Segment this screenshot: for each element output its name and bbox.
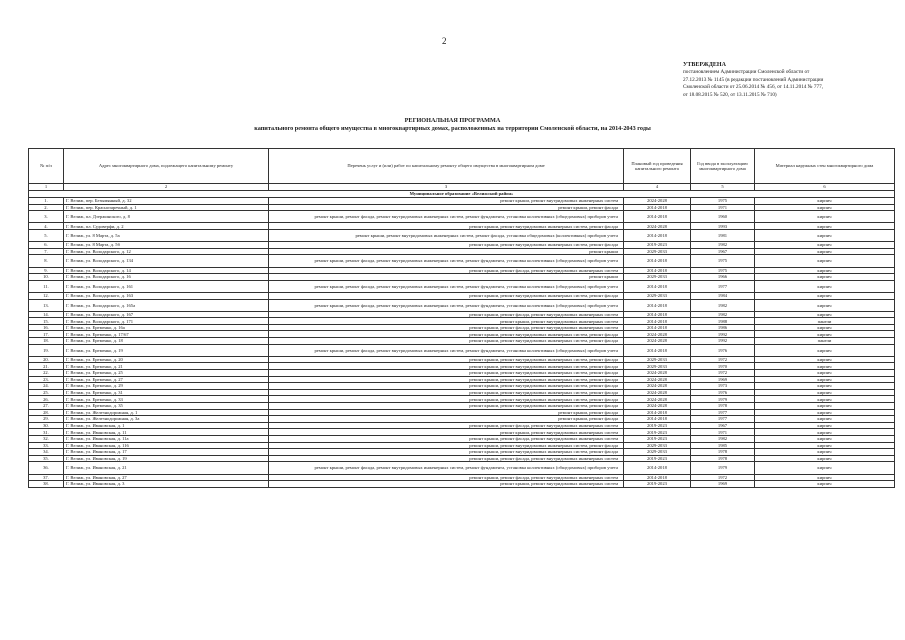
row-works: ремонт крыши, ремонт внутридомовых инженерных систем, ремонт фасада xyxy=(269,370,624,377)
row-planned-year: 2014-2018 xyxy=(624,267,691,274)
row-works: ремонт крыши, ремонт внутридомовых инженерных систем, ремонт фасада xyxy=(269,223,624,230)
row-built-year: 1971 xyxy=(691,429,755,436)
row-works: ремонт крыши, ремонт фасада, ремонт внутридомовых инженерных систем xyxy=(269,422,624,429)
table-row xyxy=(29,449,895,456)
table-row xyxy=(29,376,895,383)
table-row xyxy=(29,299,895,311)
row-number: 10. xyxy=(29,274,64,281)
row-built-year: 1975 xyxy=(691,198,755,205)
table-row xyxy=(29,324,895,331)
table-row xyxy=(29,363,895,370)
row-number: 12. xyxy=(29,292,64,299)
row-wall-material: кирпич xyxy=(755,229,895,241)
table-row xyxy=(29,396,895,403)
row-address: Г. Велиж, ул. Ивановская, д. 11а xyxy=(64,435,269,442)
row-built-year: 1967 xyxy=(691,248,755,255)
row-works: ремонт крыши, ремонт внутридомовых инженерных систем xyxy=(269,198,624,205)
row-number: 11. xyxy=(29,280,64,292)
row-built-year: 1969 xyxy=(691,481,755,488)
row-number: 23. xyxy=(29,376,64,383)
row-address: Г. Велиж, ул. Железнодорожная, д. 3а xyxy=(64,416,269,423)
table-row xyxy=(29,422,895,429)
table-row xyxy=(29,229,895,241)
row-address: Г. Велиж, ул. Еременко, д. 33 xyxy=(64,396,269,403)
column-number: 3 xyxy=(269,184,624,191)
row-wall-material: кирпич xyxy=(755,292,895,299)
row-planned-year: 2029-2033 xyxy=(624,442,691,449)
row-number: 1. xyxy=(29,198,64,205)
row-planned-year: 2014-2018 xyxy=(624,299,691,311)
row-number: 32. xyxy=(29,435,64,442)
row-wall-material: панели xyxy=(755,318,895,325)
row-planned-year: 2024-2028 xyxy=(624,389,691,396)
program-table xyxy=(28,148,895,488)
table-row xyxy=(29,481,895,488)
row-planned-year: 2024-2028 xyxy=(624,396,691,403)
table-row xyxy=(29,356,895,363)
row-built-year: 1984 xyxy=(691,292,755,299)
row-planned-year: 2019-2023 xyxy=(624,429,691,436)
row-wall-material: кирпич xyxy=(755,242,895,249)
table-row xyxy=(29,267,895,274)
row-number: 29. xyxy=(29,416,64,423)
row-built-year: 1988 xyxy=(691,318,755,325)
table-row xyxy=(29,311,895,318)
row-number: 25. xyxy=(29,389,64,396)
row-number: 14. xyxy=(29,311,64,318)
row-works: ремонт крыши, ремонт внутридомовых инженерных систем, ремонт фасада xyxy=(269,356,624,363)
table-row xyxy=(29,274,895,281)
row-planned-year: 2024-2028 xyxy=(624,376,691,383)
row-works: ремонт крыши, ремонт внутридомовых инженерных систем xyxy=(269,429,624,436)
table-row xyxy=(29,292,895,299)
row-built-year: 1981 xyxy=(691,229,755,241)
row-works: ремонт крыши xyxy=(269,274,624,281)
row-built-year: 1971 xyxy=(691,204,755,211)
row-address: Г. Велиж, ул. Ивановская, д. 116 xyxy=(64,442,269,449)
row-wall-material: кирпич xyxy=(755,299,895,311)
row-planned-year: 2029-2033 xyxy=(624,356,691,363)
row-number: 15. xyxy=(29,318,64,325)
row-wall-material: кирпич xyxy=(755,267,895,274)
row-planned-year: 2029-2033 xyxy=(624,449,691,456)
row-number: 24. xyxy=(29,383,64,390)
row-works: ремонт крыши, ремонт внутридомовых инженерных систем, ремонт фасада xyxy=(269,396,624,403)
row-built-year: 1972 xyxy=(691,356,755,363)
row-works: ремонт крыши, ремонт внутридомовых инженерных систем, ремонт фасада xyxy=(269,442,624,449)
row-planned-year: 2014-2018 xyxy=(624,462,691,474)
row-wall-material: кирпич xyxy=(755,422,895,429)
table-row xyxy=(29,370,895,377)
row-built-year: 1992 xyxy=(691,331,755,338)
row-planned-year: 2024-2028 xyxy=(624,403,691,410)
row-wall-material: кирпич xyxy=(755,198,895,205)
row-wall-material: кирпич xyxy=(755,274,895,281)
row-address: Г. Велиж, ул. Ивановская, д. 3 xyxy=(64,481,269,488)
row-wall-material: кирпич xyxy=(755,376,895,383)
header-planned-year: Плановый год проведения капитального ремонта xyxy=(624,149,691,184)
row-works: ремонт крыши, ремонт фасада, ремонт внутридомовых инженерных систем xyxy=(269,311,624,318)
row-wall-material: кирпич xyxy=(755,331,895,338)
row-built-year: 1970 xyxy=(691,363,755,370)
row-built-year: 1972 xyxy=(691,370,755,377)
row-wall-material: кирпич xyxy=(755,416,895,423)
row-built-year: 1982 xyxy=(691,299,755,311)
row-built-year: 1992 xyxy=(691,338,755,345)
row-number: 3. xyxy=(29,211,64,223)
row-built-year: 1978 xyxy=(691,449,755,456)
title-line-1: РЕГИОНАЛЬНАЯ ПРОГРАММА xyxy=(404,117,501,124)
row-number: 35. xyxy=(29,455,64,462)
table-row xyxy=(29,416,895,423)
row-works: ремонт крыши, ремонт фасада xyxy=(269,204,624,211)
row-planned-year: 2014-2018 xyxy=(624,280,691,292)
row-address: Г. Велиж, ул. Володарского, д. 163 xyxy=(64,292,269,299)
row-planned-year: 2014-2018 xyxy=(624,255,691,267)
table-row xyxy=(29,242,895,249)
row-built-year: 1982 xyxy=(691,435,755,442)
row-number: 4. xyxy=(29,223,64,230)
row-works: ремонт крыши, ремонт фасада, ремонт внутридомовых инженерных систем, ремонт фундамента, установка коллективных (общедомовых) приборов учета xyxy=(269,255,624,267)
row-works: ремонт крыши, ремонт фасада, ремонт внутридомовых инженерных систем, ремонт фундамента, установка коллективных (общедомовых) приборов учета xyxy=(269,344,624,356)
table-row xyxy=(29,462,895,474)
row-works: ремонт крыши, ремонт внутридомовых инженерных систем, ремонт фасада xyxy=(269,449,624,456)
row-works: ремонт крыши, ремонт внутридомовых инженерных систем, ремонт фасада xyxy=(269,383,624,390)
table-row xyxy=(29,474,895,481)
row-built-year: 1966 xyxy=(691,274,755,281)
row-wall-material: кирпич xyxy=(755,383,895,390)
row-planned-year: 2019-2023 xyxy=(624,455,691,462)
row-address: Г. Велиж, ул. Ивановская, д. 1 xyxy=(64,422,269,429)
table-row xyxy=(29,255,895,267)
row-built-year: 1972 xyxy=(691,474,755,481)
row-address: Г. Велиж, ул. Ивановская, д. 11 xyxy=(64,429,269,436)
row-address: Г. Велиж, ул. Володарского, д. 171 xyxy=(64,318,269,325)
table-row xyxy=(29,455,895,462)
row-number: 37. xyxy=(29,474,64,481)
row-wall-material: кирпич xyxy=(755,204,895,211)
row-planned-year: 2024-2028 xyxy=(624,223,691,230)
row-number: 28. xyxy=(29,409,64,416)
row-number: 34. xyxy=(29,449,64,456)
row-wall-material: кирпич xyxy=(755,255,895,267)
table-row xyxy=(29,280,895,292)
row-planned-year: 2014-2018 xyxy=(624,324,691,331)
row-wall-material: кирпич xyxy=(755,449,895,456)
row-works: ремонт крыши, ремонт внутридомовых инженерных систем, ремонт фасада xyxy=(269,292,624,299)
row-works: ремонт крыши, ремонт внутридомовых инженерных систем, ремонт фасада xyxy=(269,403,624,410)
table-row xyxy=(29,318,895,325)
row-wall-material: кирпич xyxy=(755,363,895,370)
row-number: 22. xyxy=(29,370,64,377)
row-number: 17. xyxy=(29,331,64,338)
page-number: 2 xyxy=(442,36,447,46)
row-planned-year: 2024-2028 xyxy=(624,383,691,390)
approval-line: от 18.08.2015 № 520, от 13.11.2015 № 710) xyxy=(683,91,777,98)
approval-heading: УТВЕРЖДЕНА xyxy=(683,62,726,68)
row-planned-year: 2029-2033 xyxy=(624,292,691,299)
row-address: Г. Велиж, ул. Еременко, д. 29 xyxy=(64,383,269,390)
row-wall-material: кирпич xyxy=(755,442,895,449)
table-row xyxy=(29,403,895,410)
approval-line: Смоленской области от 25.06.2014 № 456, от 14.11.2014 № 777, xyxy=(683,84,824,91)
row-address: Г. Велиж, ул. Володарского, д. 167 xyxy=(64,311,269,318)
row-planned-year: 2029-2033 xyxy=(624,274,691,281)
row-number: 9. xyxy=(29,267,64,274)
row-wall-material: кирпич xyxy=(755,403,895,410)
row-wall-material: кирпич xyxy=(755,344,895,356)
row-number: 20. xyxy=(29,356,64,363)
header-address: Адрес многоквартирного дома, подлежащего капитальному ремонту xyxy=(64,149,269,184)
row-address: Г. Велиж, ул. Еременко, д. 16а xyxy=(64,324,269,331)
row-wall-material: кирпич xyxy=(755,435,895,442)
row-works: ремонт крыши, ремонт внутридомовых инженерных систем xyxy=(269,318,624,325)
row-address: Г. Велиж, ул. Еременко, д. 21 xyxy=(64,363,269,370)
row-planned-year: 2029-2033 xyxy=(624,248,691,255)
row-works: ремонт крыши, ремонт фасада, ремонт внутридомовых инженерных систем, ремонт фундамента, установка коллективных (общедомовых) приборов учета xyxy=(269,211,624,223)
table-row xyxy=(29,383,895,390)
row-wall-material: кирпич xyxy=(755,455,895,462)
row-built-year: 1982 xyxy=(691,311,755,318)
row-address: Г. Велиж, ул. 8 Марта, д. 5б xyxy=(64,242,269,249)
row-works: ремонт крыши, ремонт фасада, ремонт внутридомовых инженерных систем xyxy=(269,474,624,481)
row-number: 38. xyxy=(29,481,64,488)
row-address: Г. Велиж, ул. Еременко, д. 31 xyxy=(64,389,269,396)
row-number: 13. xyxy=(29,299,64,311)
row-address: Г. Велиж, ул. Еременко, д. 35 xyxy=(64,403,269,410)
title-line-2: капитального ремонта общего имущества в многоквартирных домах, расположенных на территории Смоленской области, на 2014-2043 годы xyxy=(254,125,651,132)
row-number: 26. xyxy=(29,396,64,403)
row-planned-year: 2014-2018 xyxy=(624,204,691,211)
row-wall-material: кирпич xyxy=(755,462,895,474)
row-wall-material: кирпич xyxy=(755,409,895,416)
row-works: ремонт крыши, ремонт фасада, ремонт внутридомовых инженерных систем xyxy=(269,267,624,274)
row-number: 31. xyxy=(29,429,64,436)
row-works: ремонт крыши, ремонт фасада, ремонт внутридомовых инженерных систем, ремонт фундамента, установка коллективных (общедомовых) приборов учета xyxy=(269,299,624,311)
row-works: ремонт крыши, ремонт фасада, ремонт внутридомовых инженерных систем xyxy=(269,455,624,462)
table-row xyxy=(29,338,895,345)
row-works: ремонт крыши, ремонт внутридомовых инженерных систем, ремонт фасада xyxy=(269,376,624,383)
row-built-year: 1969 xyxy=(691,376,755,383)
row-wall-material: кирпич xyxy=(755,370,895,377)
row-planned-year: 2014-2018 xyxy=(624,409,691,416)
row-planned-year: 2014-2018 xyxy=(624,229,691,241)
table-row xyxy=(29,344,895,356)
row-address: Г. Велиж, ул. Ивановская, д. 17 xyxy=(64,449,269,456)
approval-line: постановлением Администрации Смоленской области от xyxy=(683,69,810,76)
row-planned-year: 2019-2023 xyxy=(624,242,691,249)
row-wall-material: кирпич xyxy=(755,324,895,331)
row-address: Г. Велиж, пл. Дзержинского, д. 8 xyxy=(64,211,269,223)
column-number: 5 xyxy=(691,184,755,191)
table-row xyxy=(29,223,895,230)
table-row xyxy=(29,409,895,416)
row-works: ремонт крыши, ремонт фасада xyxy=(269,416,624,423)
column-number: 4 xyxy=(624,184,691,191)
row-address: Г. Велиж, ул. Володарского, д. 134 xyxy=(64,255,269,267)
table-row xyxy=(29,435,895,442)
row-wall-material: кирпич xyxy=(755,389,895,396)
row-built-year: 1978 xyxy=(691,403,755,410)
row-number: 6. xyxy=(29,242,64,249)
table-row xyxy=(29,198,895,205)
row-number: 21. xyxy=(29,363,64,370)
row-wall-material: кирпич xyxy=(755,211,895,223)
row-planned-year: 2029-2033 xyxy=(624,363,691,370)
row-works: ремонт крыши, ремонт внутридомовых инженерных систем xyxy=(269,481,624,488)
table-row xyxy=(29,429,895,436)
row-built-year: 1986 xyxy=(691,324,755,331)
row-planned-year: 2014-2018 xyxy=(624,311,691,318)
row-address: Г. Велиж, ул. Еременко, д. 17/67 xyxy=(64,331,269,338)
row-built-year: 1977 xyxy=(691,280,755,292)
row-works: ремонт крыши, ремонт фасада, ремонт внутридомовых инженерных систем, ремонт фундамента, установка коллективных (общедомовых) приборов учета xyxy=(269,462,624,474)
row-address: Г. Велиж, ул. Еременко, д. 20 xyxy=(64,356,269,363)
row-address: Г. Велиж, ул. Володарского, д. 165а xyxy=(64,299,269,311)
table-row xyxy=(29,211,895,223)
row-address: Г. Велиж, пер. Безымянный, д. 32 xyxy=(64,198,269,205)
row-wall-material: кирпич xyxy=(755,474,895,481)
row-address: Г. Велиж, ул. Ивановская, д. 27 xyxy=(64,474,269,481)
row-address: Г. Велиж, ул. Еременко, д. 25 xyxy=(64,370,269,377)
row-planned-year: 2014-2018 xyxy=(624,318,691,325)
header-number: № п/п xyxy=(29,149,64,184)
row-address: Г. Велиж, ул. Володарского, д. 12 xyxy=(64,248,269,255)
row-built-year: 1978 xyxy=(691,455,755,462)
row-built-year: 1993 xyxy=(691,223,755,230)
row-built-year: 1960 xyxy=(691,211,755,223)
header-built-year: Год ввода в эксплуатацию многоквартирного дома xyxy=(691,149,755,184)
table-row xyxy=(29,204,895,211)
row-wall-material: кирпич xyxy=(755,223,895,230)
column-number: 6 xyxy=(755,184,895,191)
table-row xyxy=(29,442,895,449)
row-planned-year: 2019-2023 xyxy=(624,435,691,442)
row-built-year: 1982 xyxy=(691,242,755,249)
row-address: Г. Велиж, ул. Володарского, д. 161 xyxy=(64,280,269,292)
row-built-year: 1976 xyxy=(691,389,755,396)
column-number: 2 xyxy=(64,184,269,191)
row-number: 5. xyxy=(29,229,64,241)
row-address: Г. Велиж, пл. Судоверфи, д. 2 xyxy=(64,223,269,230)
table-row xyxy=(29,331,895,338)
row-number: 7. xyxy=(29,248,64,255)
row-planned-year: 2024-2028 xyxy=(624,331,691,338)
row-number: 19. xyxy=(29,344,64,356)
row-works: ремонт крыши, ремонт внутридомовых инженерных систем, ремонт фасада xyxy=(269,338,624,345)
row-wall-material: кирпич xyxy=(755,396,895,403)
row-number: 30. xyxy=(29,422,64,429)
row-planned-year: 2019-2023 xyxy=(624,422,691,429)
row-address: Г. Велиж, ул. Еременко, д. 27 xyxy=(64,376,269,383)
row-works: ремонт крыши, ремонт внутридомовых инженерных систем, ремонт фасада xyxy=(269,242,624,249)
column-numbers-row xyxy=(29,184,895,191)
row-built-year: 1985 xyxy=(691,442,755,449)
row-works: ремонт крыши, ремонт фасада, ремонт внутридомовых инженерных систем xyxy=(269,324,624,331)
row-works: ремонт крыши, ремонт внутридомовых инженерных систем, ремонт фасада xyxy=(269,363,624,370)
row-address: Г. Велиж, ул. Еременко, д. 18 xyxy=(64,338,269,345)
row-address: Г. Велиж, ул. 8 Марта, д. 5а xyxy=(64,229,269,241)
row-wall-material: кирпич xyxy=(755,356,895,363)
row-built-year: 1975 xyxy=(691,267,755,274)
row-built-year: 1979 xyxy=(691,396,755,403)
row-planned-year: 2019-2023 xyxy=(624,481,691,488)
row-works: ремонт крыши, ремонт внутридомовых инженерных систем, ремонт фасада xyxy=(269,331,624,338)
row-built-year: 1967 xyxy=(691,422,755,429)
document-title xyxy=(0,117,905,133)
row-wall-material: кирпич xyxy=(755,311,895,318)
row-built-year: 1973 xyxy=(691,383,755,390)
row-address: Г. Велиж, ул. Еременко, д. 19 xyxy=(64,344,269,356)
row-built-year: 1975 xyxy=(691,255,755,267)
row-built-year: 1979 xyxy=(691,462,755,474)
row-works: ремонт крыши, ремонт внутридомовых инженерных систем, ремонт фасада xyxy=(269,389,624,396)
row-address: Г. Велиж, ул. Ивановская, д. 19 xyxy=(64,455,269,462)
row-number: 27. xyxy=(29,403,64,410)
row-number: 16. xyxy=(29,324,64,331)
row-address: Г. Велиж, ул. Железнодорожная, д. 1 xyxy=(64,409,269,416)
header-works: Перечень услуг и (или) работ по капитальному ремонту общего имущества в многоквартирном доме xyxy=(269,149,624,184)
row-works: ремонт крыши, ремонт внутридомовых инженерных систем, ремонт фасада, установка общедомовых (коллективных) приборов учета xyxy=(269,229,624,241)
header-row xyxy=(29,149,895,184)
row-planned-year: 2014-2018 xyxy=(624,474,691,481)
approval-line: 27.12.2013 № 1145 (в редакции постановлений Администрации xyxy=(683,76,824,83)
row-planned-year: 2024-2028 xyxy=(624,370,691,377)
table-row xyxy=(29,248,895,255)
row-wall-material: кирпич xyxy=(755,248,895,255)
row-works: ремонт крыши, ремонт фасада, ремонт внутридомовых инженерных систем xyxy=(269,435,624,442)
row-built-year: 1977 xyxy=(691,409,755,416)
row-number: 8. xyxy=(29,255,64,267)
row-works: ремонт крыши, ремонт фасада xyxy=(269,409,624,416)
row-planned-year: 2024-2028 xyxy=(624,198,691,205)
row-works: ремонт крыши xyxy=(269,248,624,255)
row-wall-material: панели xyxy=(755,338,895,345)
row-address: Г. Велиж, ул. Ивановская, д. 21 xyxy=(64,462,269,474)
row-wall-material: кирпич xyxy=(755,481,895,488)
row-wall-material: кирпич xyxy=(755,280,895,292)
row-address: Г. Велиж, пер. Краснозаречный, д. 1 xyxy=(64,204,269,211)
row-built-year: 1976 xyxy=(691,344,755,356)
row-works: ремонт крыши, ремонт фасада, ремонт внутридомовых инженерных систем, ремонт фундамента, установка коллективных (общедомовых) приборов учета xyxy=(269,280,624,292)
row-planned-year: 2014-2018 xyxy=(624,344,691,356)
column-number: 1 xyxy=(29,184,64,191)
row-built-year: 1977 xyxy=(691,416,755,423)
municipality-row xyxy=(29,191,895,198)
row-planned-year: 2014-2018 xyxy=(624,416,691,423)
row-number: 36. xyxy=(29,462,64,474)
row-planned-year: 2014-2018 xyxy=(624,211,691,223)
row-address: Г. Велиж, ул. Володарского, д. 16 xyxy=(64,274,269,281)
row-planned-year: 2024-2028 xyxy=(624,338,691,345)
municipality-name: Муниципальное образование «Велижский район» xyxy=(29,191,895,198)
table-row xyxy=(29,389,895,396)
header-wall-material: Материал наружных стен многоквартирного дома xyxy=(755,149,895,184)
row-wall-material: кирпич xyxy=(755,429,895,436)
row-number: 2. xyxy=(29,204,64,211)
row-number: 18. xyxy=(29,338,64,345)
approval-block xyxy=(683,62,898,99)
row-number: 33. xyxy=(29,442,64,449)
row-address: Г. Велиж, ул. Володарского, д. 14 xyxy=(64,267,269,274)
